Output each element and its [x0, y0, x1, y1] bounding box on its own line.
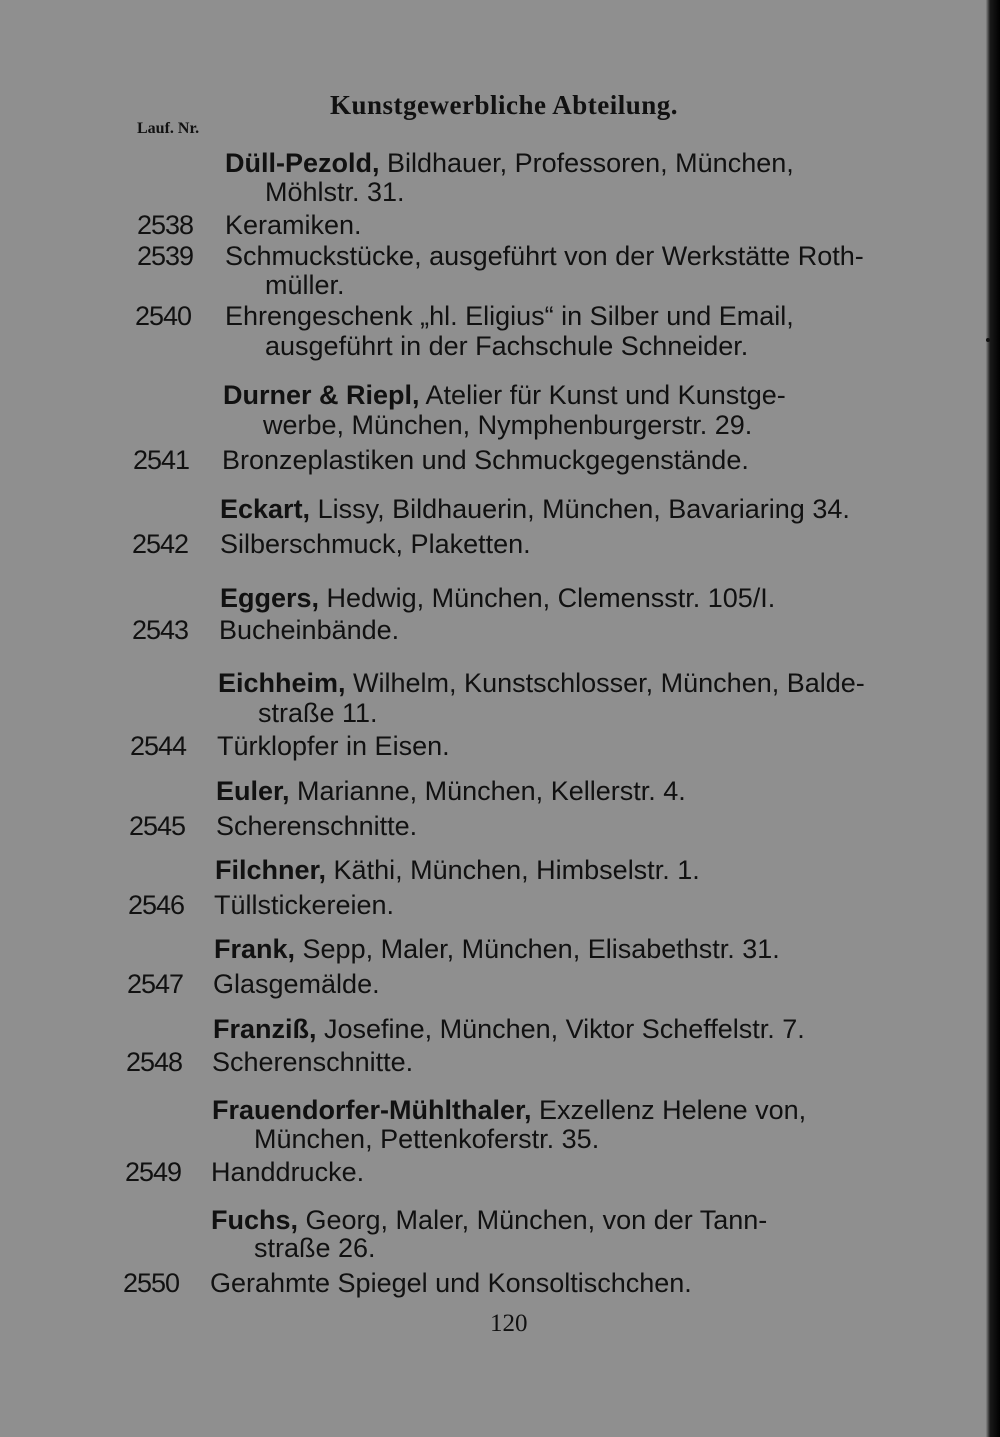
exhibitor-address: Sepp, Maler, München, Elisabethstr. 31. [295, 934, 780, 964]
item-number: 2543 [132, 615, 189, 645]
exhibitor-header [218, 668, 865, 698]
item-number: 2550 [123, 1268, 180, 1298]
exhibitor-name: Euler, [216, 776, 290, 806]
item-description: Scherenschnitte. [212, 1047, 414, 1077]
exhibitor-address: Bildhauer, Professoren, München, [379, 148, 794, 178]
item-number: 2549 [125, 1157, 182, 1187]
exhibitor-name: Filchner, [215, 855, 327, 885]
exhibitor-header [223, 380, 786, 410]
item-description: Bucheinbände. [219, 615, 400, 645]
exhibitor-address: Käthi, München, Himbselstr. 1. [326, 855, 700, 885]
item-number: 2540 [135, 301, 192, 331]
exhibitor-address-cont: straße 26. [254, 1233, 376, 1263]
exhibitor-header [220, 494, 850, 524]
exhibitor-header [215, 855, 700, 885]
item-number: 2546 [128, 890, 185, 920]
item-number: 2544 [130, 731, 187, 761]
exhibitor-address-cont: werbe, München, Nymphenburgerstr. 29. [263, 410, 753, 440]
item-description: Bronzeplastiken und Schmuckgegenstände. [222, 445, 749, 475]
item-description: Keramiken. [225, 210, 362, 240]
item-description-cont: müller. [265, 270, 345, 300]
exhibitor-header [214, 934, 780, 964]
exhibitor-name: Eggers, [220, 583, 320, 613]
exhibitor-address: Atelier für Kunst und Kunstge- [419, 380, 786, 410]
exhibitor-address: Marianne, München, Kellerstr. 4. [289, 776, 686, 806]
exhibitor-name: Eckart, [220, 494, 311, 524]
exhibitor-name: Eichheim, [218, 668, 346, 698]
item-number: 2538 [137, 210, 194, 240]
exhibitor-header [220, 583, 775, 613]
item-number: 2541 [133, 445, 190, 475]
item-number: 2548 [126, 1047, 183, 1077]
page-edge-mark [986, 338, 990, 342]
item-description: Handdrucke. [211, 1157, 365, 1187]
exhibitor-name: Frank, [214, 934, 296, 964]
exhibitor-address-cont: straße 11. [258, 698, 378, 728]
item-number: 2547 [127, 969, 184, 999]
exhibitor-header [216, 776, 686, 806]
page-edge-shadow [978, 0, 1000, 1437]
exhibitor-name: Durner & Riepl, [223, 380, 420, 410]
item-number: 2545 [129, 811, 186, 841]
exhibitor-header [211, 1205, 767, 1235]
exhibitor-address-cont: München, Pettenkoferstr. 35. [254, 1124, 600, 1154]
exhibitor-header [213, 1014, 805, 1044]
exhibitor-address: Lissy, Bildhauerin, München, Bavariaring 34. [310, 494, 850, 524]
item-number: 2539 [137, 241, 194, 271]
exhibitor-address: Josefine, München, Viktor Scheffelstr. 7. [316, 1014, 805, 1044]
exhibitor-address-cont: Möhlstr. 31. [265, 177, 405, 207]
item-number: 2542 [132, 529, 189, 559]
item-description: Tüllstickereien. [214, 890, 395, 920]
item-description: Ehrengeschenk „hl. Eligius“ in Silber und Email, [225, 301, 794, 331]
exhibitor-header [225, 148, 794, 178]
item-description: Glasgemälde. [213, 969, 380, 999]
exhibitor-header [212, 1095, 806, 1125]
exhibitor-address: Hedwig, München, Clemensstr. 105/I. [319, 583, 776, 613]
exhibitor-address: Exzellenz Helene von, [531, 1095, 807, 1125]
exhibitor-name: Franziß, [213, 1014, 317, 1044]
section-title: Kunstgewerbliche Abteilung. [330, 90, 679, 120]
exhibitor-name: Frauendorfer-Mühlthaler, [212, 1095, 532, 1125]
page-number: 120 [490, 1310, 528, 1337]
item-description-cont: ausgeführt in der Fachschule Schneider. [265, 331, 749, 361]
item-description: Scherenschnitte. [216, 811, 418, 841]
item-description: Schmuckstücke, ausgeführt von der Werkstätte Roth- [225, 241, 864, 271]
column-label-lauf-nr: Lauf. Nr. [137, 120, 200, 137]
exhibitor-address: Georg, Maler, München, von der Tann- [298, 1205, 768, 1235]
exhibitor-address: Wilhelm, Kunstschlosser, München, Balde- [345, 668, 865, 698]
item-description: Türklopfer in Eisen. [217, 731, 450, 761]
item-description: Gerahmte Spiegel und Konsoltischchen. [210, 1268, 692, 1298]
item-description: Silberschmuck, Plaketten. [220, 529, 531, 559]
exhibitor-name: Düll-Pezold, [225, 148, 380, 178]
exhibitor-name: Fuchs, [211, 1205, 299, 1235]
